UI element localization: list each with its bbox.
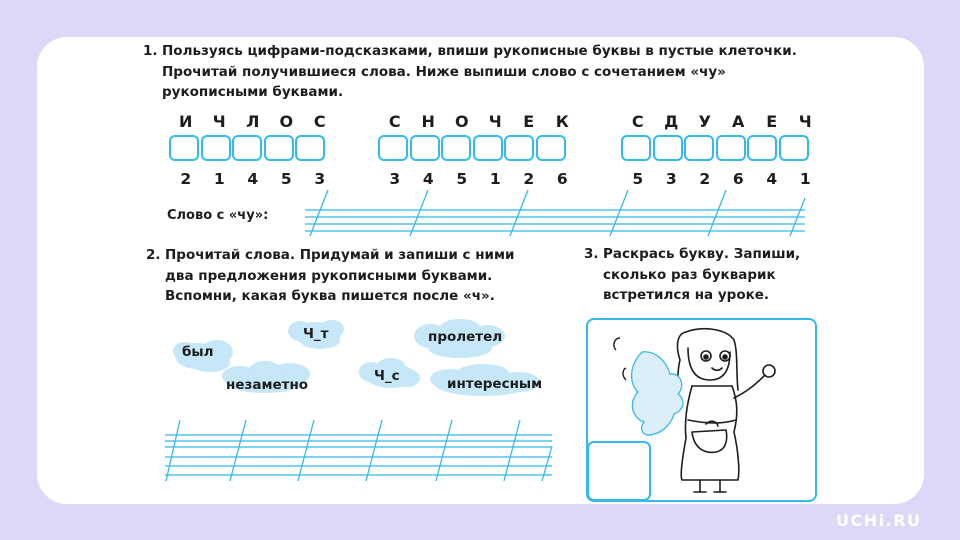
task3-instructions	[584, 244, 800, 306]
answer-cell[interactable]	[716, 135, 746, 161]
digit: 3	[389, 170, 401, 188]
digit: 4	[247, 170, 259, 188]
group2-cells	[378, 135, 567, 161]
bukvarik-character[interactable]	[588, 320, 815, 500]
group2-letters	[378, 112, 579, 131]
letter: И	[179, 112, 193, 131]
group1-digits	[169, 170, 337, 188]
group1-letters	[169, 112, 337, 131]
answer-cell[interactable]	[264, 135, 294, 161]
digit: 3	[314, 170, 326, 188]
task1-instructions	[143, 41, 797, 103]
letter: Е	[523, 112, 535, 131]
digit: 2	[523, 170, 535, 188]
word-nezametno: незаметно	[226, 377, 309, 393]
group3-digits	[621, 170, 822, 188]
answer-cell[interactable]	[410, 135, 440, 161]
sentence-writing-lines[interactable]	[160, 408, 555, 483]
digit: 6	[556, 170, 568, 188]
task1-number: 1.	[143, 43, 158, 59]
word-ch-t: Ч_т	[303, 326, 329, 342]
task2-instructions	[146, 245, 515, 307]
digit: 4	[766, 170, 778, 188]
letter: Н	[421, 112, 435, 131]
letter: К	[555, 112, 569, 131]
letter: Ч	[212, 112, 226, 131]
letter: О	[279, 112, 294, 131]
digit: 5	[280, 170, 292, 188]
word-byl: был	[182, 344, 214, 360]
answer-cell[interactable]	[621, 135, 651, 161]
word-interesnym: интересным	[447, 376, 543, 392]
answer-cell[interactable]	[295, 135, 325, 161]
answer-label: Слово с «чу»:	[167, 208, 269, 223]
task3-line-3: встретился на уроке.	[603, 287, 770, 303]
letter: О	[454, 112, 469, 131]
task2-number: 2.	[146, 247, 161, 263]
answer-cell[interactable]	[441, 135, 471, 161]
digit: 1	[213, 170, 225, 188]
task2-line-3: Вспомни, какая буква пишется после «ч».	[165, 288, 495, 304]
letter: Е	[766, 112, 778, 131]
answer-cell[interactable]	[169, 135, 199, 161]
answer-cell[interactable]	[779, 135, 809, 161]
letter: С	[631, 112, 644, 131]
task3-number: 3.	[584, 246, 599, 262]
digit: 3	[665, 170, 677, 188]
digit: 1	[799, 170, 811, 188]
digit: 2	[180, 170, 192, 188]
letter: Ч	[798, 112, 812, 131]
letter: С	[388, 112, 401, 131]
letter: У	[698, 112, 711, 131]
letter: Л	[246, 112, 260, 131]
word-proletel: пролетел	[428, 329, 503, 345]
digit: 1	[489, 170, 501, 188]
task1-line-3: рукописными буквами.	[162, 84, 344, 100]
answer-box	[588, 442, 650, 500]
answer-cell[interactable]	[378, 135, 408, 161]
answer-cell[interactable]	[684, 135, 714, 161]
digit: 5	[456, 170, 468, 188]
answer-writing-lines[interactable]	[300, 188, 810, 240]
task3-line-2: сколько раз букварик	[603, 266, 776, 283]
task1-line-2: Прочитай получившиеся слова. Ниже выпиши слово с сочетанием «чу»	[162, 63, 726, 80]
answer-cell[interactable]	[201, 135, 231, 161]
letter: Ч	[488, 112, 502, 131]
group3-cells	[621, 135, 810, 161]
answer-cell[interactable]	[653, 135, 683, 161]
group2-digits	[378, 170, 579, 188]
answer-cell[interactable]	[473, 135, 503, 161]
task2-line-2: два предложения рукописными буквами.	[165, 267, 493, 284]
digit: 2	[699, 170, 711, 188]
digit: 6	[732, 170, 744, 188]
letter: А	[732, 112, 745, 131]
digit: 4	[422, 170, 434, 188]
word-ch-s: Ч_с	[374, 368, 400, 384]
letter: Д	[664, 112, 679, 131]
task2-line-1: Прочитай слова. Придумай и запиши с ними	[165, 247, 515, 263]
group1-cells	[169, 135, 327, 161]
answer-cell[interactable]	[536, 135, 566, 161]
task3-line-1: Раскрась букву. Запиши,	[603, 246, 801, 262]
answer-cell[interactable]	[504, 135, 534, 161]
answer-cell[interactable]	[747, 135, 777, 161]
letter: С	[313, 112, 326, 131]
group3-letters	[621, 112, 822, 131]
task1-line-1: Пользуясь цифрами-подсказками, впиши рукописные буквы в пустые клеточки.	[162, 43, 797, 59]
answer-cell[interactable]	[232, 135, 262, 161]
uchi-ru-logo: UCHi.RU	[836, 511, 922, 530]
digit: 5	[632, 170, 644, 188]
